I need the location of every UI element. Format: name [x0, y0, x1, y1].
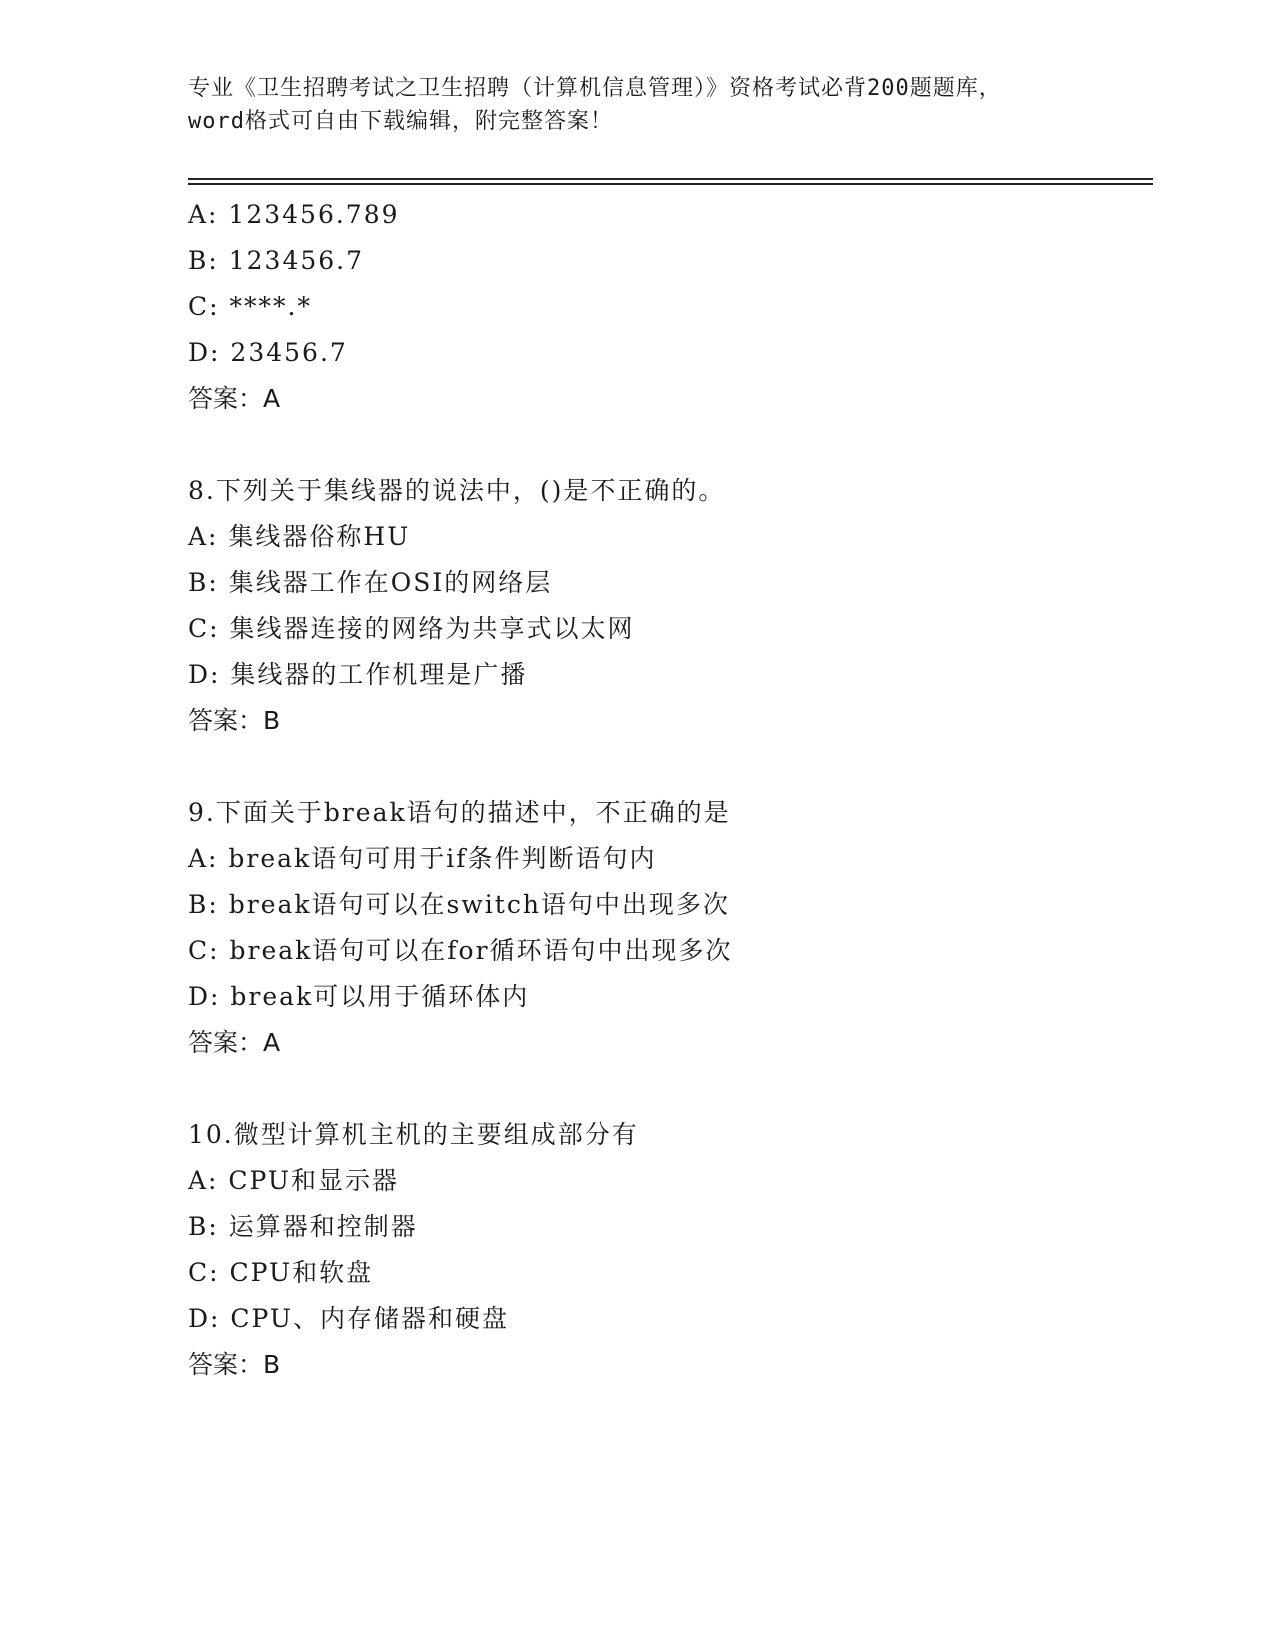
spacer	[188, 744, 1148, 790]
option-c: C: CPU和软盘	[188, 1258, 374, 1287]
question-block-7	[188, 192, 1148, 422]
option-a: A: 123456.789	[188, 200, 400, 229]
header-divider-top	[188, 178, 1153, 180]
option-d: D: break可以用于循环体内	[188, 982, 530, 1011]
question-block-10	[188, 1112, 1148, 1388]
option-b: B: 123456.7	[188, 246, 365, 275]
option-b: B: 集线器工作在OSI的网络层	[188, 568, 553, 597]
document-header	[188, 72, 1088, 138]
answer-line: 答案：A	[188, 1028, 281, 1057]
answer-line: 答案：B	[188, 706, 281, 735]
option-a: A: 集线器俗称HU	[188, 522, 411, 551]
header-divider-bottom	[188, 183, 1153, 185]
question-list	[188, 192, 1148, 1388]
header-title-line-1: 专业《卫生招聘考试之卫生招聘（计算机信息管理）》资格考试必背200题题库，	[188, 76, 1002, 101]
header-title-line-2: word格式可自由下载编辑，附完整答案！	[188, 109, 613, 134]
option-a: A: CPU和显示器	[188, 1166, 400, 1195]
option-b: B: break语句可以在switch语句中出现多次	[188, 890, 730, 919]
option-d: D: 23456.7	[188, 338, 348, 367]
option-c: C: break语句可以在for循环语句中出现多次	[188, 936, 733, 965]
spacer	[188, 1066, 1148, 1112]
answer-line: 答案：B	[188, 1350, 281, 1379]
option-b: B: 运算器和控制器	[188, 1212, 418, 1241]
question-text: 9.下面关于break语句的描述中，不正确的是	[188, 798, 731, 827]
option-d: D: 集线器的工作机理是广播	[188, 660, 528, 689]
question-block-8	[188, 468, 1148, 744]
option-c: C: 集线器连接的网络为共享式以太网	[188, 614, 635, 643]
option-d: D: CPU、内存储器和硬盘	[188, 1304, 509, 1333]
question-block-9	[188, 790, 1148, 1066]
question-text: 10.微型计算机主机的主要组成部分有	[188, 1120, 639, 1149]
question-text: 8.下列关于集线器的说法中，()是不正确的。	[188, 476, 726, 505]
option-a: A: break语句可用于if条件判断语句内	[188, 844, 657, 873]
spacer	[188, 422, 1148, 468]
option-c: C: ****.*	[188, 292, 312, 321]
answer-line: 答案：A	[188, 384, 281, 413]
